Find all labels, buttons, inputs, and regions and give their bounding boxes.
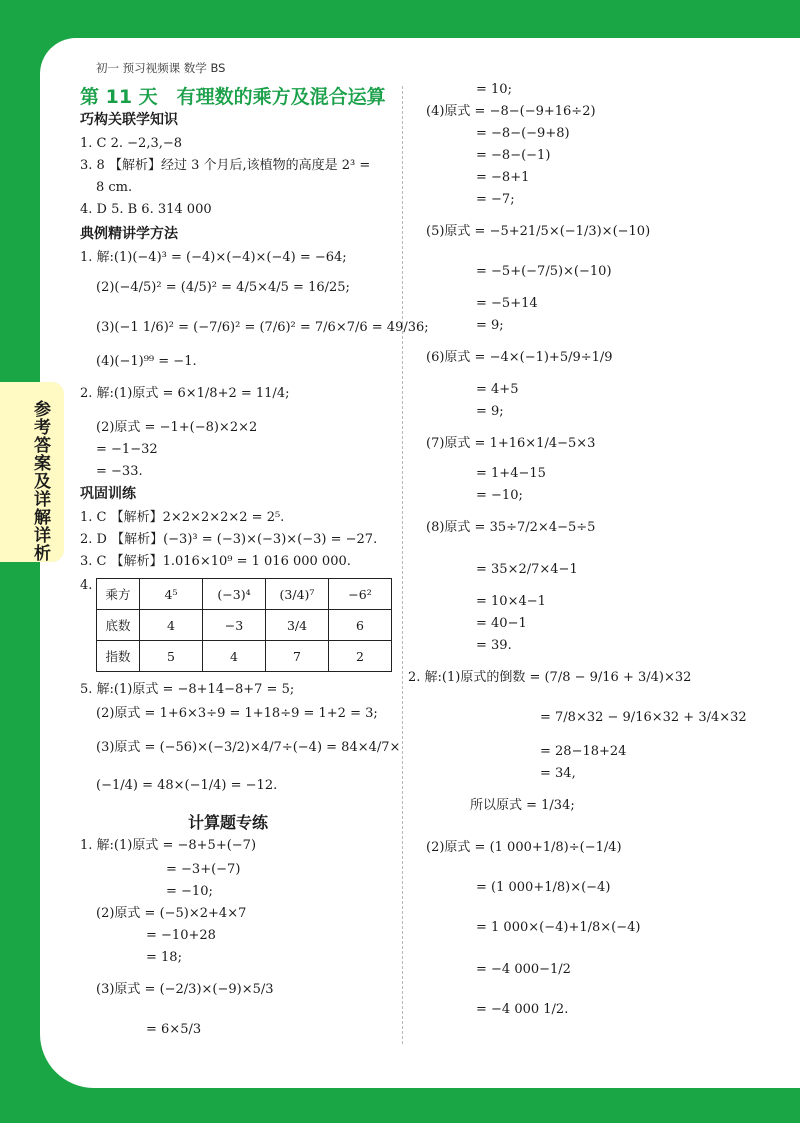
answer-line: = 10; xyxy=(476,82,512,97)
table-cell: −6² xyxy=(329,579,392,610)
page-title: 第 11 天 有理数的乘方及混合运算 xyxy=(80,86,386,108)
answer-line: (5)原式 = −5+21/5×(−1/3)×(−10) xyxy=(426,224,651,239)
table-cell: 2 xyxy=(329,641,392,672)
section-heading: 巧构关联学知识 xyxy=(80,112,178,128)
answer-line: 4. xyxy=(80,578,93,593)
answer-line: (2)原式 = 1+6×3÷9 = 1+18÷9 = 1+2 = 3; xyxy=(96,706,378,721)
answer-line: = −7; xyxy=(476,192,515,207)
answer-line: (4)(−1)⁹⁹ = −1. xyxy=(96,354,197,369)
answer-line: = −8−(−1) xyxy=(476,148,551,163)
section-title: 计算题专练 xyxy=(188,813,269,832)
answer-line: 1. 解:(1)(−4)³ = (−4)×(−4)×(−4) = −64; xyxy=(80,250,347,265)
answer-line: (2)原式 = −1+(−8)×2×2 xyxy=(96,420,258,435)
answer-line: = −5+14 xyxy=(476,296,538,311)
answer-line: 1. 解:(1)原式 = −8+5+(−7) xyxy=(80,838,257,853)
answer-line: = 1+4−15 xyxy=(476,466,546,481)
table-cell: 乘方 xyxy=(97,579,140,610)
answer-line: = 9; xyxy=(476,404,504,419)
answer-line: = −4 000−1/2 xyxy=(476,962,571,977)
answer-line: = 4+5 xyxy=(476,382,519,397)
table-row xyxy=(97,641,392,672)
side-tab-label: 参考答案及详解详析 xyxy=(30,400,50,562)
answer-line: = 1 000×(−4)+1/8×(−4) xyxy=(476,920,641,935)
answer-line: 1. C 【解析】2×2×2×2×2 = 2⁵. xyxy=(80,510,285,525)
table-cell: 5 xyxy=(140,641,203,672)
answer-line: (6)原式 = −4×(−1)+5/9÷1/9 xyxy=(426,350,613,365)
answer-line: = −10+28 xyxy=(146,928,216,943)
answer-line: 5. 解:(1)原式 = −8+14−8+7 = 5; xyxy=(80,682,295,697)
table-cell: −3 xyxy=(203,610,266,641)
answer-line: 2. 解:(1)原式 = 6×1/8+2 = 11/4; xyxy=(80,386,290,401)
answer-line: = 40−1 xyxy=(476,616,527,631)
section-heading: 典例精讲学方法 xyxy=(80,226,178,242)
table-cell: 4 xyxy=(140,610,203,641)
answer-line: (4)原式 = −8−(−9+16÷2) xyxy=(426,104,596,119)
answer-line: = −10; xyxy=(476,488,523,503)
answer-line: 3. 8 【解析】经过 3 个月后,该植物的高度是 2³ = xyxy=(80,158,371,173)
answer-line: = 9; xyxy=(476,318,504,333)
answer-line: = −10; xyxy=(166,884,213,899)
answer-line: (2)(−4/5)² = (4/5)² = 4/5×4/5 = 16/25; xyxy=(96,280,350,295)
answer-line: = −5+(−7/5)×(−10) xyxy=(476,264,612,279)
answer-line: = 10×4−1 xyxy=(476,594,546,609)
top-green-band xyxy=(0,0,800,38)
answer-line: 2. D 【解析】(−3)³ = (−3)×(−3)×(−3) = −27. xyxy=(80,532,378,547)
answer-line: = −4 000 1/2. xyxy=(476,1002,569,1017)
table-cell: 6 xyxy=(329,610,392,641)
answer-line: = 6×5/3 xyxy=(146,1022,202,1037)
table-cell: 3/4 xyxy=(266,610,329,641)
answer-line: = −8+1 xyxy=(476,170,530,185)
answer-line: = (1 000+1/8)×(−4) xyxy=(476,880,611,895)
answer-line: = 18; xyxy=(146,950,182,965)
table-row xyxy=(97,610,392,641)
answer-line: (3)(−1 1/6)² = (−7/6)² = (7/6)² = 7/6×7/6 = 49/36; xyxy=(96,320,429,335)
table-cell: (3/4)⁷ xyxy=(266,579,329,610)
column-divider xyxy=(402,86,403,1044)
answer-line: 1. C 2. −2,3,−8 xyxy=(80,136,183,151)
answer-line: = −3+(−7) xyxy=(166,862,241,877)
answer-line: = 35×2/7×4−1 xyxy=(476,562,578,577)
answer-line: (3)原式 = (−2/3)×(−9)×5/3 xyxy=(96,982,274,997)
table-cell: (−3)⁴ xyxy=(203,579,266,610)
table-cell: 底数 xyxy=(97,610,140,641)
answer-line: (2)原式 = (−5)×2+4×7 xyxy=(96,906,247,921)
table-cell: 4⁵ xyxy=(140,579,203,610)
answer-line: = 34, xyxy=(540,766,576,781)
answer-line: (8)原式 = 35÷7/2×4−5÷5 xyxy=(426,520,596,535)
answer-line: (3)原式 = (−56)×(−3/2)×4/7÷(−4) = 84×4/7× xyxy=(96,740,401,755)
answer-line: = 28−18+24 xyxy=(540,744,627,759)
answer-line: (7)原式 = 1+16×1/4−5×3 xyxy=(426,436,596,451)
answer-line: = 39. xyxy=(476,638,512,653)
answer-line: = 7/8×32 − 9/16×32 + 3/4×32 xyxy=(540,710,747,725)
table-cell: 7 xyxy=(266,641,329,672)
answer-line: = −1−32 xyxy=(96,442,158,457)
answer-line: (2)原式 = (1 000+1/8)÷(−1/4) xyxy=(426,840,622,855)
answer-line: 3. C 【解析】1.016×10⁹ = 1 016 000 000. xyxy=(80,554,351,569)
table-cell: 4 xyxy=(203,641,266,672)
answer-line: = −8−(−9+8) xyxy=(476,126,570,141)
power-table xyxy=(96,578,392,672)
table-row xyxy=(97,579,392,610)
answer-line: 2. 解:(1)原式的倒数 = (7/8 − 9/16 + 3/4)×32 xyxy=(408,670,692,685)
answer-line: 8 cm. xyxy=(96,180,133,195)
answer-line: 4. D 5. B 6. 314 000 xyxy=(80,202,212,217)
answer-line: (−1/4) = 48×(−1/4) = −12. xyxy=(96,778,278,793)
table-cell: 指数 xyxy=(97,641,140,672)
section-heading: 巩固训练 xyxy=(80,486,136,502)
answer-line: 所以原式 = 1/34; xyxy=(470,798,575,813)
answer-line: = −33. xyxy=(96,464,143,479)
running-header: 初一 预习视频课 数学 BS xyxy=(96,61,226,75)
